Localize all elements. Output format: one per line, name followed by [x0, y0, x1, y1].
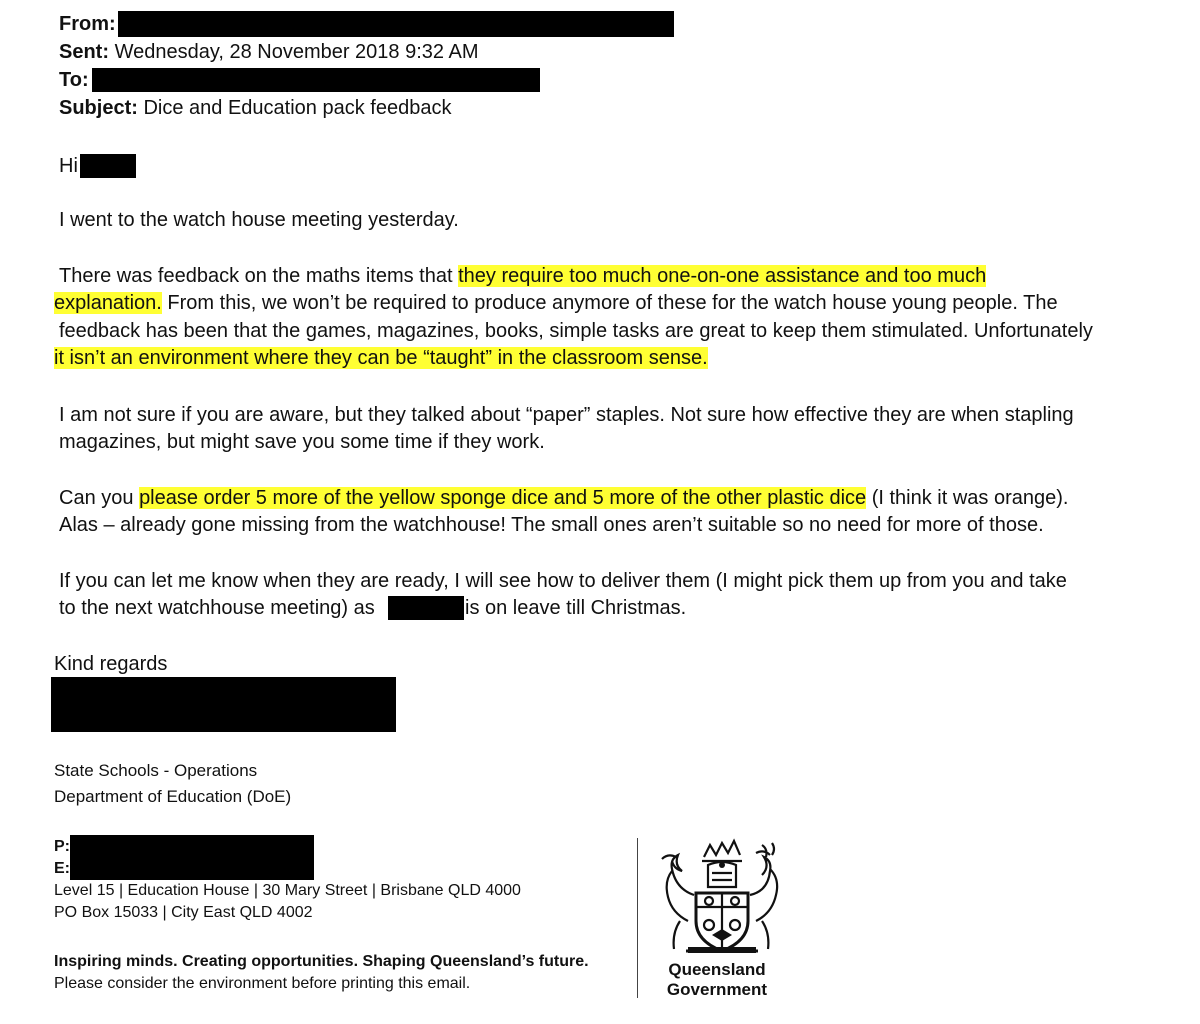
paragraph-2-line-2	[54, 290, 1058, 317]
paragraph-1: I went to the watch house meeting yesterday.	[59, 209, 459, 231]
signature-divider	[637, 838, 638, 998]
sent-value: Wednesday, 28 November 2018 9:32 AM	[114, 41, 479, 63]
sent-line	[59, 38, 479, 66]
redaction-name-inline	[388, 596, 464, 620]
paragraph-2-line-1	[59, 263, 986, 290]
text-run: From this, we won’t be required to produce anymore of these for the watch house young people. The	[161, 292, 1058, 314]
greeting: Hi	[59, 155, 78, 177]
paragraph-5-line-1: If you can let me know when they are ready, I will see how to deliver them (I might pick them up from you and take	[59, 570, 1067, 592]
paragraph-5-line-2b: is on leave till Christmas.	[465, 597, 687, 619]
redaction-greeting	[80, 154, 136, 178]
queensland-government-crest-icon	[652, 835, 786, 957]
signature-tagline: Inspiring minds. Creating opportunities. Shaping Queensland’s future.	[54, 953, 589, 970]
logo-line-2: Government	[666, 980, 768, 999]
signature-address: Level 15 | Education House | 30 Mary Street | Brisbane QLD 4000	[54, 882, 521, 899]
from-line	[59, 10, 116, 38]
logo-line-1: Queensland	[668, 960, 766, 979]
from-label: From:	[59, 13, 116, 35]
paragraph-5-line-2a: to the next watchhouse meeting) as	[59, 597, 375, 619]
paragraph-4-line-2: Alas – already gone missing from the watchhouse! The small ones aren’t suitable so no need for more of those.	[59, 514, 1044, 536]
paragraph-3-line-1: I am not sure if you are aware, but they talked about “paper” staples. Not sure how effective they are when stapling	[59, 404, 1074, 426]
to-label: To:	[59, 69, 89, 91]
subject-line	[59, 94, 451, 122]
phone-label: P:	[54, 838, 70, 855]
subject-value: Dice and Education pack feedback	[143, 97, 452, 119]
signature-environment-note: Please consider the environment before printing this email.	[54, 975, 471, 992]
redaction-contact	[70, 835, 314, 880]
highlighted-text: explanation.	[54, 292, 162, 314]
signature-po-box: PO Box 15033 | City East QLD 4002	[54, 904, 313, 921]
redaction-to	[92, 68, 540, 92]
closing: Kind regards	[54, 653, 168, 675]
sent-label: Sent:	[59, 41, 109, 63]
signature-unit: State Schools - Operations	[54, 761, 258, 780]
paragraph-4-line-1	[59, 485, 1068, 512]
text-run: Can you	[59, 487, 140, 509]
text-run: There was feedback on the maths items that	[59, 265, 459, 287]
subject-label: Subject:	[59, 97, 138, 119]
email-label: E:	[54, 860, 70, 877]
paragraph-2-line-4	[54, 345, 708, 372]
paragraph-3-line-2: magazines, but might save you some time if they work.	[59, 431, 545, 453]
redaction-from	[118, 11, 674, 37]
to-line	[59, 66, 89, 94]
paragraph-2-line-3: feedback has been that the games, magazines, books, simple tasks are great to keep them stimulated. Unfortunately	[59, 320, 1093, 342]
signature-department: Department of Education (DoE)	[54, 787, 292, 806]
redaction-signature-name	[51, 677, 396, 732]
highlighted-text: please order 5 more of the yellow sponge dice and 5 more of the other plastic dice	[139, 487, 867, 509]
highlighted-text: they require too much one-on-one assistance and too much	[458, 265, 987, 287]
text-run: (I think it was orange).	[866, 487, 1069, 509]
highlighted-text: it isn’t an environment where they can be “taught” in the classroom sense.	[54, 347, 708, 369]
